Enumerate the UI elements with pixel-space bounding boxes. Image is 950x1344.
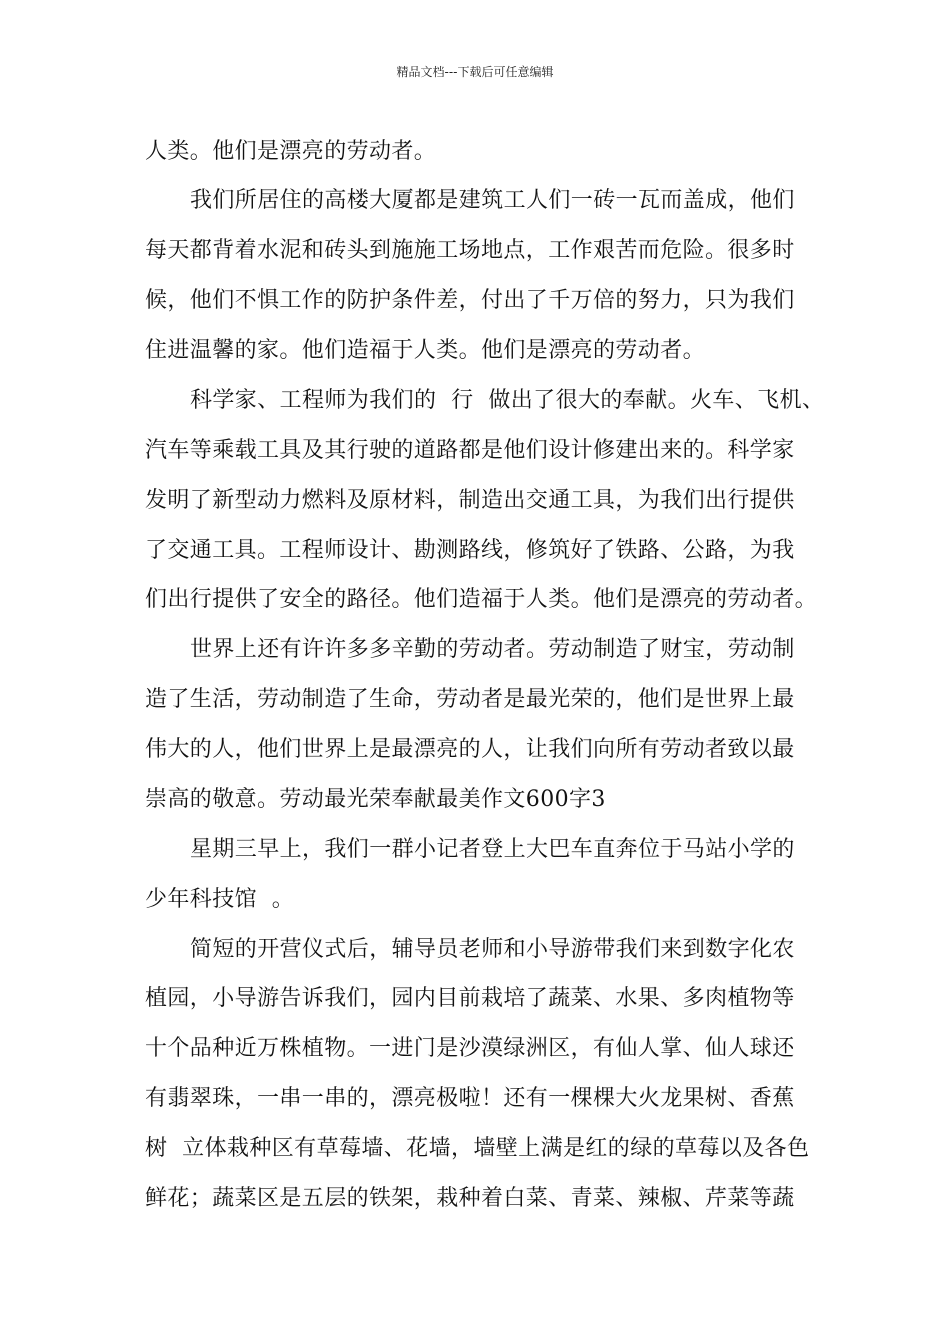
paragraph-first-line: 世界上还有许许多多辛勤的劳动者。劳动制造了财宝，劳动制 [190,637,795,662]
text-line: 造了生活，劳动制造了生命，劳动者是最光荣的，他们是世界上最 [145,687,795,712]
paragraph-first-line: 我们所居住的高楼大厦都是建筑工人们一砖一瓦而盖成，他们 [190,188,795,213]
text-line: 每天都背着水泥和砖头到施施工场地点，工作艰苦而危险。很多时 [145,238,795,263]
paragraph-first-line: 简短的开营仪式后，辅导员老师和小导游带我们来到数字化农 [190,937,795,962]
text-line: 崇高的敬意。劳动最光荣奉献最美作文600字3 [145,787,606,812]
text-line: 们出行提供了安全的路径。他们造福于人类。他们是漂亮的劳动者。 [145,587,818,612]
text-line: 伟大的人，他们世界上是最漂亮的人，让我们向所有劳动者致以最 [145,737,795,762]
text-line: 少年科技馆 。 [145,887,295,912]
text-line: 汽车等乘载工具及其行驶的道路都是他们设计修建出来的。科学家 [145,438,795,463]
text-line: 有翡翠珠，一串一串的，漂亮极啦！还有一棵棵大火龙果树、香蕉 [145,1086,795,1111]
text-line: 住进温馨的家。他们造福于人类。他们是漂亮的劳动者。 [145,338,706,363]
page-header: 精品文档---下载后可任意编辑 [396,65,554,79]
text-line: 植园，小导游告诉我们，园内目前栽培了蔬菜、水果、多肉植物等 [145,986,795,1011]
text-line: 十个品种近万株植物。一进门是沙漠绿洲区，有仙人掌、仙人球还 [145,1036,795,1061]
text-line: 人类。他们是漂亮的劳动者。 [145,139,437,164]
text-line: 候，他们不惧工作的防护条件差，付出了千万倍的努力，只为我们 [145,288,795,313]
text-line: 树 立体栽种区有草莓墙、花墙，墙壁上满是红的绿的草莓以及各色 [145,1136,810,1161]
text-line: 鲜花；蔬菜区是五层的铁架，栽种着白菜、青菜、辣椒、芹菜等蔬 [145,1186,795,1211]
paragraph-first-line: 科学家、工程师为我们的 行 做出了很大的奉献。火车、飞机、 [190,388,825,413]
paragraph-first-line: 星期三早上，我们一群小记者登上大巴车直奔位于马站小学的 [190,837,795,862]
text-line: 发明了新型动力燃料及原材料，制造出交通工具，为我们出行提供 [145,488,795,513]
text-line: 了交通工具。工程师设计、勘测路线，修筑好了铁路、公路，为我 [145,538,795,563]
